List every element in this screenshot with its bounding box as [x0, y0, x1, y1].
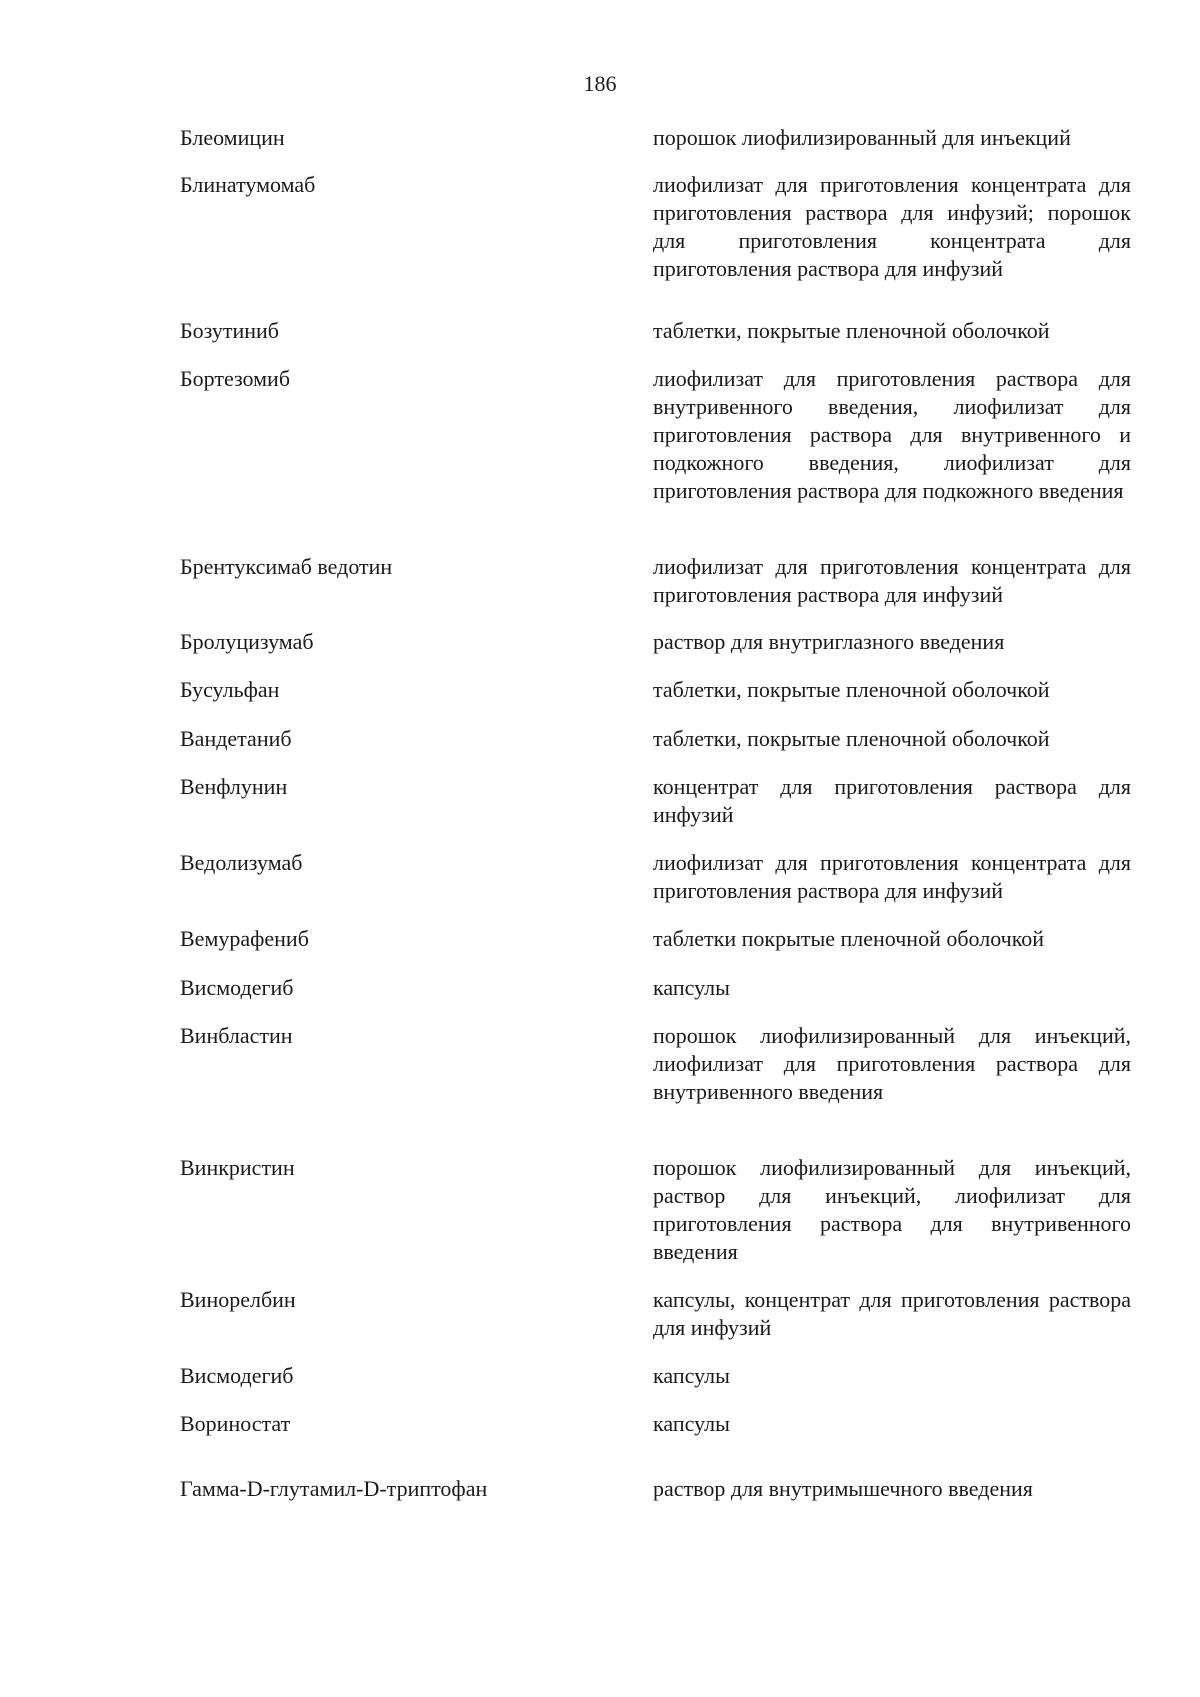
drug-name: Бролуцизумаб	[180, 629, 314, 654]
dosage-form: капсулы	[653, 1411, 730, 1436]
drug-name: Гамма-D-глутамил-D-триптофан	[180, 1476, 488, 1501]
dosage-form: таблетки покрытые пленочной оболочкой	[653, 926, 1045, 951]
dosage-form: лиофилизат для приготовления концентрата для приготовления раствора для инфузий	[653, 850, 1131, 903]
drug-name: Ведолизумаб	[180, 850, 303, 875]
drug-name: Бусульфан	[180, 677, 280, 702]
drug-name: Блинатумомаб	[180, 172, 316, 197]
dosage-form: капсулы	[653, 1363, 730, 1388]
dosage-form: лиофилизат для приготовления концентрата для приготовления раствора для инфузий	[653, 554, 1131, 607]
dosage-form: капсулы, концентрат для приготовления раствора для инфузий	[653, 1287, 1131, 1340]
dosage-form: лиофилизат для приготовления раствора для внутривенного введения, лиофилизат для приготовления раствора для внутривенного и подкожного введения, лиофилизат для приготовления раствора для подкожного введения	[653, 366, 1131, 503]
dosage-form: капсулы	[653, 975, 730, 1000]
drug-name: Бозутиниб	[180, 318, 279, 343]
dosage-form: концентрат для приготовления раствора для инфузий	[653, 774, 1131, 827]
dosage-form: раствор для внутримышечного введения	[653, 1476, 1033, 1501]
dosage-form: таблетки, покрытые пленочной оболочкой	[653, 677, 1050, 702]
drug-name: Вориностат	[180, 1411, 291, 1436]
drug-name: Висмодегиб	[180, 975, 294, 1000]
drug-name: Висмодегиб	[180, 1363, 294, 1388]
drug-name: Винбластин	[180, 1023, 293, 1048]
dosage-form: лиофилизат для приготовления концентрата для приготовления раствора для инфузий; порошок для приготовления концентрата для приготовления раствора для инфузий	[653, 172, 1131, 281]
dosage-form: порошок лиофилизированный для инъекций, раствор для инъекций, лиофилизат для приготовления раствора для внутривенного введения	[653, 1155, 1131, 1264]
drug-name: Вемурафениб	[180, 926, 309, 951]
page-number: 186	[583, 71, 617, 96]
dosage-form: таблетки, покрытые пленочной оболочкой	[653, 318, 1050, 343]
drug-name: Блеомицин	[180, 125, 285, 150]
dosage-form: таблетки, покрытые пленочной оболочкой	[653, 726, 1050, 751]
drug-name: Бортезомиб	[180, 366, 291, 391]
drug-name: Вандетаниб	[180, 726, 292, 751]
dosage-form: порошок лиофилизированный для инъекций, лиофилизат для приготовления раствора для внутривенного введения	[653, 1023, 1131, 1104]
drug-name: Брентуксимаб ведотин	[180, 554, 393, 579]
dosage-form: порошок лиофилизированный для инъекций	[653, 125, 1071, 150]
drug-name: Винорелбин	[180, 1287, 296, 1312]
dosage-form: раствор для внутриглазного введения	[653, 629, 1005, 654]
drug-name: Венфлунин	[180, 774, 288, 799]
drug-name: Винкристин	[180, 1155, 295, 1180]
